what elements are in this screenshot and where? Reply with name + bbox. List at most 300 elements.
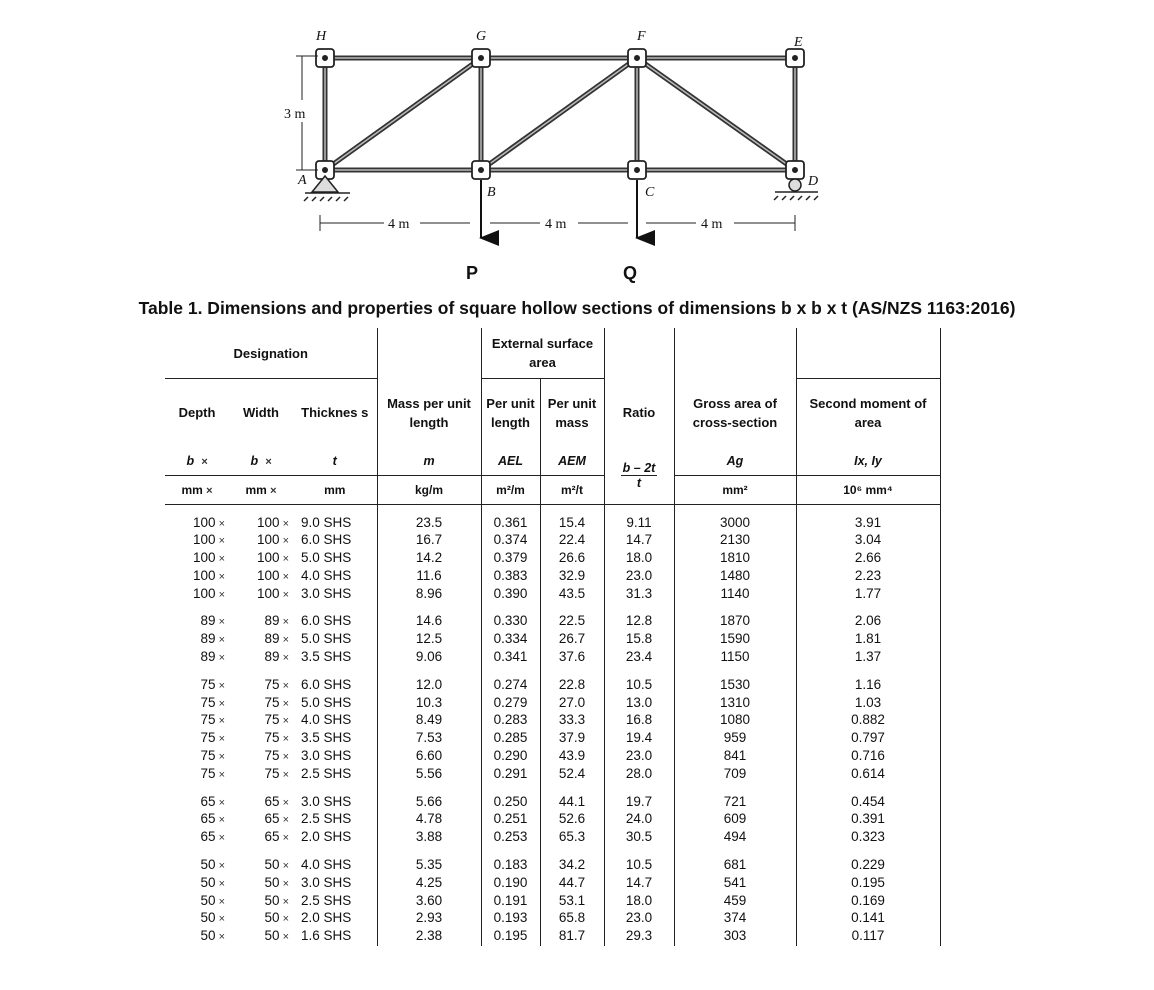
ael-cell: 0.290 [481, 748, 540, 766]
width-cell: 100 × [256, 567, 289, 583]
thickness-cell: 1.6 SHS [301, 928, 352, 944]
thickness-cell: 3.0 SHS [301, 748, 352, 764]
width-cell: 65 × [264, 811, 289, 827]
symbol-thickness: t [332, 453, 337, 468]
ratio-cell: 29.3 [604, 928, 674, 946]
gross-area-cell: 494 [674, 829, 796, 847]
width-cell: 89 × [264, 613, 289, 629]
ratio-cell: 19.7 [604, 784, 674, 812]
times-sign: × [279, 751, 289, 764]
unit-thickness: mm [293, 475, 377, 504]
mass-cell: 9.06 [377, 649, 481, 667]
truss-diagram [0, 0, 1154, 290]
times-sign: × [279, 895, 289, 908]
times-sign: × [215, 697, 225, 710]
ael-cell: 0.191 [481, 893, 540, 911]
table-row [165, 829, 940, 847]
table-row [165, 586, 940, 604]
ratio-cell: 18.0 [604, 550, 674, 568]
gross-area-cell: 1480 [674, 568, 796, 586]
node-label-F: F [637, 29, 646, 44]
ael-cell: 0.190 [481, 875, 540, 893]
aem-cell: 65.8 [540, 910, 604, 928]
width-cell: 50 × [264, 910, 289, 926]
ratio-cell: 23.0 [604, 568, 674, 586]
depth-cell: 50 × [200, 874, 225, 890]
depth-cell: 100 × [192, 532, 225, 548]
width-cell: 75 × [264, 765, 289, 781]
times-sign: × [215, 895, 225, 908]
depth-cell: 75 × [200, 748, 225, 764]
ael-cell: 0.334 [481, 631, 540, 649]
table-caption: Table 1. Dimensions and properties of square hollow sections of dimensions b x b x t (AS/NZS 1163:2016) [138, 298, 1016, 318]
aem-cell: 22.5 [540, 603, 604, 631]
aem-cell: 27.0 [540, 695, 604, 713]
aem-cell: 65.3 [540, 829, 604, 847]
depth-cell: 89 × [200, 631, 225, 647]
width-cell: 75 × [264, 676, 289, 692]
depth-header: Depth [165, 379, 229, 447]
table-row [165, 568, 940, 586]
times-sign: × [215, 652, 225, 665]
table-row [165, 893, 940, 911]
mass-cell: 3.60 [377, 893, 481, 911]
gross-area-cell: 1870 [674, 603, 796, 631]
times-sign: × [215, 553, 225, 566]
gross-area-cell: 2130 [674, 532, 796, 550]
width-cell: 75 × [264, 712, 289, 728]
ratio-cell: 23.0 [604, 748, 674, 766]
ratio-cell: 13.0 [604, 695, 674, 713]
times-sign: × [279, 796, 289, 809]
mass-cell: 5.56 [377, 766, 481, 784]
per-length-header: Per unit length [481, 379, 540, 447]
times-sign: × [279, 679, 289, 692]
second-moment-cell: 0.195 [796, 875, 940, 893]
unit-mass: kg/m [377, 475, 481, 504]
mass-cell: 4.78 [377, 811, 481, 829]
per-mass-header: Per unit mass [540, 379, 604, 447]
width-cell: 100 × [256, 532, 289, 548]
times-sign: × [279, 588, 289, 601]
second-moment-cell: 1.81 [796, 631, 940, 649]
second-moment-cell: 0.882 [796, 712, 940, 730]
ratio-cell: 18.0 [604, 893, 674, 911]
second-moment-header: Second moment of area [796, 379, 940, 447]
designation-header: Designation [233, 345, 308, 361]
ael-cell: 0.283 [481, 712, 540, 730]
second-moment-cell: 0.454 [796, 784, 940, 812]
gross-area-cell: 721 [674, 784, 796, 812]
depth-cell: 65 × [200, 811, 225, 827]
times-sign: × [215, 751, 225, 764]
ael-cell: 0.341 [481, 649, 540, 667]
ratio-cell: 12.8 [604, 603, 674, 631]
table-row [165, 505, 940, 533]
thickness-cell: 5.0 SHS [301, 694, 352, 710]
aem-cell: 15.4 [540, 505, 604, 533]
mass-cell: 16.7 [377, 532, 481, 550]
depth-cell: 75 × [200, 765, 225, 781]
second-moment-cell: 3.04 [796, 532, 940, 550]
depth-cell: 75 × [200, 712, 225, 728]
times-sign: × [279, 860, 289, 873]
unit-ag: mm² [674, 475, 796, 504]
width-header: Width [229, 379, 293, 447]
thickness-cell: 2.0 SHS [301, 910, 352, 926]
depth-cell: 75 × [200, 694, 225, 710]
gross-area-cell: 1150 [674, 649, 796, 667]
second-moment-cell: 0.229 [796, 847, 940, 875]
mass-cell: 2.93 [377, 910, 481, 928]
table-row [165, 712, 940, 730]
table-row [165, 649, 940, 667]
aem-cell: 53.1 [540, 893, 604, 911]
ratio-cell: 14.7 [604, 532, 674, 550]
table-row [165, 748, 940, 766]
ratio-header: Ratio [604, 379, 674, 447]
table-row [165, 928, 940, 946]
times-sign: × [279, 652, 289, 665]
thickness-cell: 6.0 SHS [301, 532, 352, 548]
symbol-ixy: Ix, Iy [796, 447, 940, 476]
depth-cell: 50 × [200, 928, 225, 944]
depth-cell: 89 × [200, 613, 225, 629]
second-moment-cell: 1.37 [796, 649, 940, 667]
ael-cell: 0.330 [481, 603, 540, 631]
mass-cell: 11.6 [377, 568, 481, 586]
table-row [165, 910, 940, 928]
gross-area-cell: 1530 [674, 667, 796, 695]
mass-cell: 14.2 [377, 550, 481, 568]
mass-cell: 6.60 [377, 748, 481, 766]
width-cell: 75 × [264, 748, 289, 764]
symbol-ael: AEL [481, 447, 540, 476]
mass-cell: 5.35 [377, 847, 481, 875]
times-sign: × [215, 715, 225, 728]
mass-cell: 10.3 [377, 695, 481, 713]
times-sign: × [215, 733, 225, 746]
times-sign: × [279, 733, 289, 746]
times-sign: × [279, 535, 289, 548]
table-row [165, 603, 940, 631]
width-cell: 50 × [264, 928, 289, 944]
thickness-cell: 3.5 SHS [301, 649, 352, 665]
times-sign: × [215, 832, 225, 845]
depth-cell: 50 × [200, 892, 225, 908]
aem-cell: 22.4 [540, 532, 604, 550]
mass-cell: 12.0 [377, 667, 481, 695]
second-moment-cell: 1.16 [796, 667, 940, 695]
ratio-cell: 16.8 [604, 712, 674, 730]
second-moment-cell: 2.23 [796, 568, 940, 586]
thickness-cell: 3.0 SHS [301, 793, 352, 809]
times-sign: × [215, 517, 225, 530]
ratio-cell: 24.0 [604, 811, 674, 829]
second-moment-cell: 0.614 [796, 766, 940, 784]
times-sign: × [215, 535, 225, 548]
ael-cell: 0.195 [481, 928, 540, 946]
properties-table [165, 328, 941, 946]
width-cell: 100 × [256, 550, 289, 566]
table-row [165, 875, 940, 893]
thickness-cell: 2.5 SHS [301, 765, 352, 781]
aem-cell: 52.4 [540, 766, 604, 784]
times-sign: × [279, 570, 289, 583]
times-sign: × [215, 634, 225, 647]
gross-area-cell: 3000 [674, 505, 796, 533]
second-moment-cell: 0.169 [796, 893, 940, 911]
width-cell: 50 × [264, 857, 289, 873]
width-cell: 50 × [264, 874, 289, 890]
unit-i: 10⁶ mm⁴ [796, 475, 940, 504]
table-row [165, 695, 940, 713]
depth-cell: 75 × [200, 730, 225, 746]
depth-cell: 65 × [200, 793, 225, 809]
depth-cell: 100 × [192, 585, 225, 601]
load-label-Q: Q [623, 263, 638, 283]
depth-cell: 100 × [192, 550, 225, 566]
width-cell: 50 × [264, 892, 289, 908]
times-sign: × [279, 616, 289, 629]
ratio-cell: 10.5 [604, 667, 674, 695]
ael-cell: 0.253 [481, 829, 540, 847]
ael-cell: 0.251 [481, 811, 540, 829]
thickness-cell: 3.0 SHS [301, 874, 352, 890]
thickness-cell: 3.0 SHS [301, 585, 352, 601]
ratio-cell: 31.3 [604, 586, 674, 604]
aem-cell: 44.7 [540, 875, 604, 893]
aem-cell: 34.2 [540, 847, 604, 875]
ael-cell: 0.285 [481, 730, 540, 748]
second-moment-cell: 0.797 [796, 730, 940, 748]
mass-cell: 8.96 [377, 586, 481, 604]
times-sign: × [215, 588, 225, 601]
load-label-P: P [466, 263, 479, 283]
times-sign: × [279, 768, 289, 781]
mass-cell: 12.5 [377, 631, 481, 649]
times-sign: × [279, 634, 289, 647]
external-area-header: External surface area [481, 328, 604, 378]
width-cell: 100 × [256, 585, 289, 601]
thickness-cell: 2.5 SHS [301, 811, 352, 827]
gross-area-cell: 841 [674, 748, 796, 766]
span-dim-label-1: 4 m [388, 217, 410, 232]
mass-cell: 4.25 [377, 875, 481, 893]
times-sign: × [279, 697, 289, 710]
times-sign: × [279, 931, 289, 944]
table-row [165, 631, 940, 649]
depth-cell: 65 × [200, 829, 225, 845]
times-sign: × [215, 570, 225, 583]
span-dim-label-2: 4 m [545, 217, 567, 232]
gross-area-cell: 459 [674, 893, 796, 911]
width-cell: 89 × [264, 631, 289, 647]
gross-area-cell: 1810 [674, 550, 796, 568]
gross-area-cell: 374 [674, 910, 796, 928]
times-sign: × [279, 832, 289, 845]
pin-support-icon [304, 176, 350, 201]
thickness-cell: 4.0 SHS [301, 567, 352, 583]
ratio-cell: 9.11 [604, 505, 674, 533]
table-row [165, 532, 940, 550]
unit-ael: m²/m [481, 475, 540, 504]
mass-cell: 14.6 [377, 603, 481, 631]
span-dim-label-3: 4 m [701, 217, 723, 232]
height-dim-label: 3 m [284, 107, 306, 122]
ratio-cell: 10.5 [604, 847, 674, 875]
depth-cell: 100 × [192, 567, 225, 583]
depth-cell: 100 × [192, 514, 225, 530]
ratio-cell: 19.4 [604, 730, 674, 748]
aem-cell: 43.5 [540, 586, 604, 604]
aem-cell: 52.6 [540, 811, 604, 829]
second-moment-cell: 0.323 [796, 829, 940, 847]
ael-cell: 0.183 [481, 847, 540, 875]
aem-cell: 37.6 [540, 649, 604, 667]
thickness-cell: 4.0 SHS [301, 857, 352, 873]
aem-cell: 44.1 [540, 784, 604, 812]
mass-cell: 7.53 [377, 730, 481, 748]
second-moment-cell: 2.06 [796, 603, 940, 631]
times-sign: × [215, 913, 225, 926]
node-label-G: G [476, 29, 487, 44]
node-label-H: H [316, 29, 327, 44]
ael-cell: 0.361 [481, 505, 540, 533]
gross-area-cell: 959 [674, 730, 796, 748]
times-sign: × [215, 877, 225, 890]
mass-cell: 2.38 [377, 928, 481, 946]
gross-area-cell: 1080 [674, 712, 796, 730]
unit-aem: m²/t [540, 475, 604, 504]
thickness-cell: 9.0 SHS [301, 514, 352, 530]
symbol-aem: AEM [540, 447, 604, 476]
node-label-E: E [794, 35, 803, 50]
table-row [165, 667, 940, 695]
times-sign: × [215, 796, 225, 809]
node-label-D: D [808, 174, 819, 189]
table-row [165, 550, 940, 568]
ael-cell: 0.390 [481, 586, 540, 604]
second-moment-cell: 1.77 [796, 586, 940, 604]
times-sign: × [215, 616, 225, 629]
times-sign: × [279, 814, 289, 827]
times-sign: × [215, 679, 225, 692]
gross-area-cell: 1140 [674, 586, 796, 604]
table-row [165, 730, 940, 748]
mass-cell: 5.66 [377, 784, 481, 812]
unit-width: mm × [229, 475, 293, 504]
ratio-cell: 30.5 [604, 829, 674, 847]
second-moment-cell: 0.391 [796, 811, 940, 829]
gross-area-cell: 1310 [674, 695, 796, 713]
gross-area-cell: 303 [674, 928, 796, 946]
times-sign: × [215, 860, 225, 873]
second-moment-cell: 0.117 [796, 928, 940, 946]
depth-cell: 50 × [200, 910, 225, 926]
second-moment-cell: 0.141 [796, 910, 940, 928]
mass-cell: 23.5 [377, 505, 481, 533]
table-row [165, 811, 940, 829]
mass-cell: 8.49 [377, 712, 481, 730]
width-cell: 89 × [264, 649, 289, 665]
ael-cell: 0.279 [481, 695, 540, 713]
second-moment-cell: 0.716 [796, 748, 940, 766]
times-sign: × [279, 517, 289, 530]
aem-cell: 26.6 [540, 550, 604, 568]
thickness-cell: 2.0 SHS [301, 829, 352, 845]
thickness-header: Thicknes s [293, 379, 377, 447]
gross-area-cell: 541 [674, 875, 796, 893]
width-cell: 65 × [264, 793, 289, 809]
aem-cell: 81.7 [540, 928, 604, 946]
unit-depth: mm × [165, 475, 229, 504]
aem-cell: 33.3 [540, 712, 604, 730]
ratio-cell: 15.8 [604, 631, 674, 649]
thickness-cell: 6.0 SHS [301, 676, 352, 692]
aem-cell: 26.7 [540, 631, 604, 649]
node-label-A: A [298, 173, 307, 188]
width-cell: 100 × [256, 514, 289, 530]
node-label-B: B [487, 185, 496, 200]
aem-cell: 37.9 [540, 730, 604, 748]
times-sign: × [279, 877, 289, 890]
times-sign: × [215, 931, 225, 944]
thickness-cell: 5.0 SHS [301, 550, 352, 566]
ael-cell: 0.374 [481, 532, 540, 550]
second-moment-cell: 3.91 [796, 505, 940, 533]
depth-cell: 89 × [200, 649, 225, 665]
table-row [165, 784, 940, 812]
times-sign: × [279, 715, 289, 728]
times-sign: × [279, 553, 289, 566]
ael-cell: 0.291 [481, 766, 540, 784]
times-sign: × [279, 913, 289, 926]
symbol-ratio: $\frac{b - 2t}{t}$ [604, 447, 674, 505]
symbol-mass: m [377, 447, 481, 476]
ratio-cell: 23.4 [604, 649, 674, 667]
aem-cell: 32.9 [540, 568, 604, 586]
times-sign: × [215, 768, 225, 781]
times-sign: × [215, 814, 225, 827]
width-cell: 75 × [264, 730, 289, 746]
aem-cell: 43.9 [540, 748, 604, 766]
gross-area-header: Gross area of cross-section [674, 379, 796, 447]
second-moment-cell: 1.03 [796, 695, 940, 713]
ratio-cell: 14.7 [604, 875, 674, 893]
second-moment-cell: 2.66 [796, 550, 940, 568]
gross-area-cell: 1590 [674, 631, 796, 649]
ratio-cell: 28.0 [604, 766, 674, 784]
ratio-cell: 23.0 [604, 910, 674, 928]
width-cell: 75 × [264, 694, 289, 710]
mass-cell: 3.88 [377, 829, 481, 847]
symbol-width: b × [250, 453, 272, 468]
table-body [165, 505, 940, 947]
depth-cell: 50 × [200, 857, 225, 873]
symbol-ag: Ag [674, 447, 796, 476]
ael-cell: 0.274 [481, 667, 540, 695]
mass-header: Mass per unit length [377, 379, 481, 447]
thickness-cell: 4.0 SHS [301, 712, 352, 728]
symbol-depth: b × [186, 453, 208, 468]
thickness-cell: 2.5 SHS [301, 892, 352, 908]
thickness-cell: 5.0 SHS [301, 631, 352, 647]
gross-area-cell: 609 [674, 811, 796, 829]
ael-cell: 0.383 [481, 568, 540, 586]
ael-cell: 0.250 [481, 784, 540, 812]
ael-cell: 0.379 [481, 550, 540, 568]
